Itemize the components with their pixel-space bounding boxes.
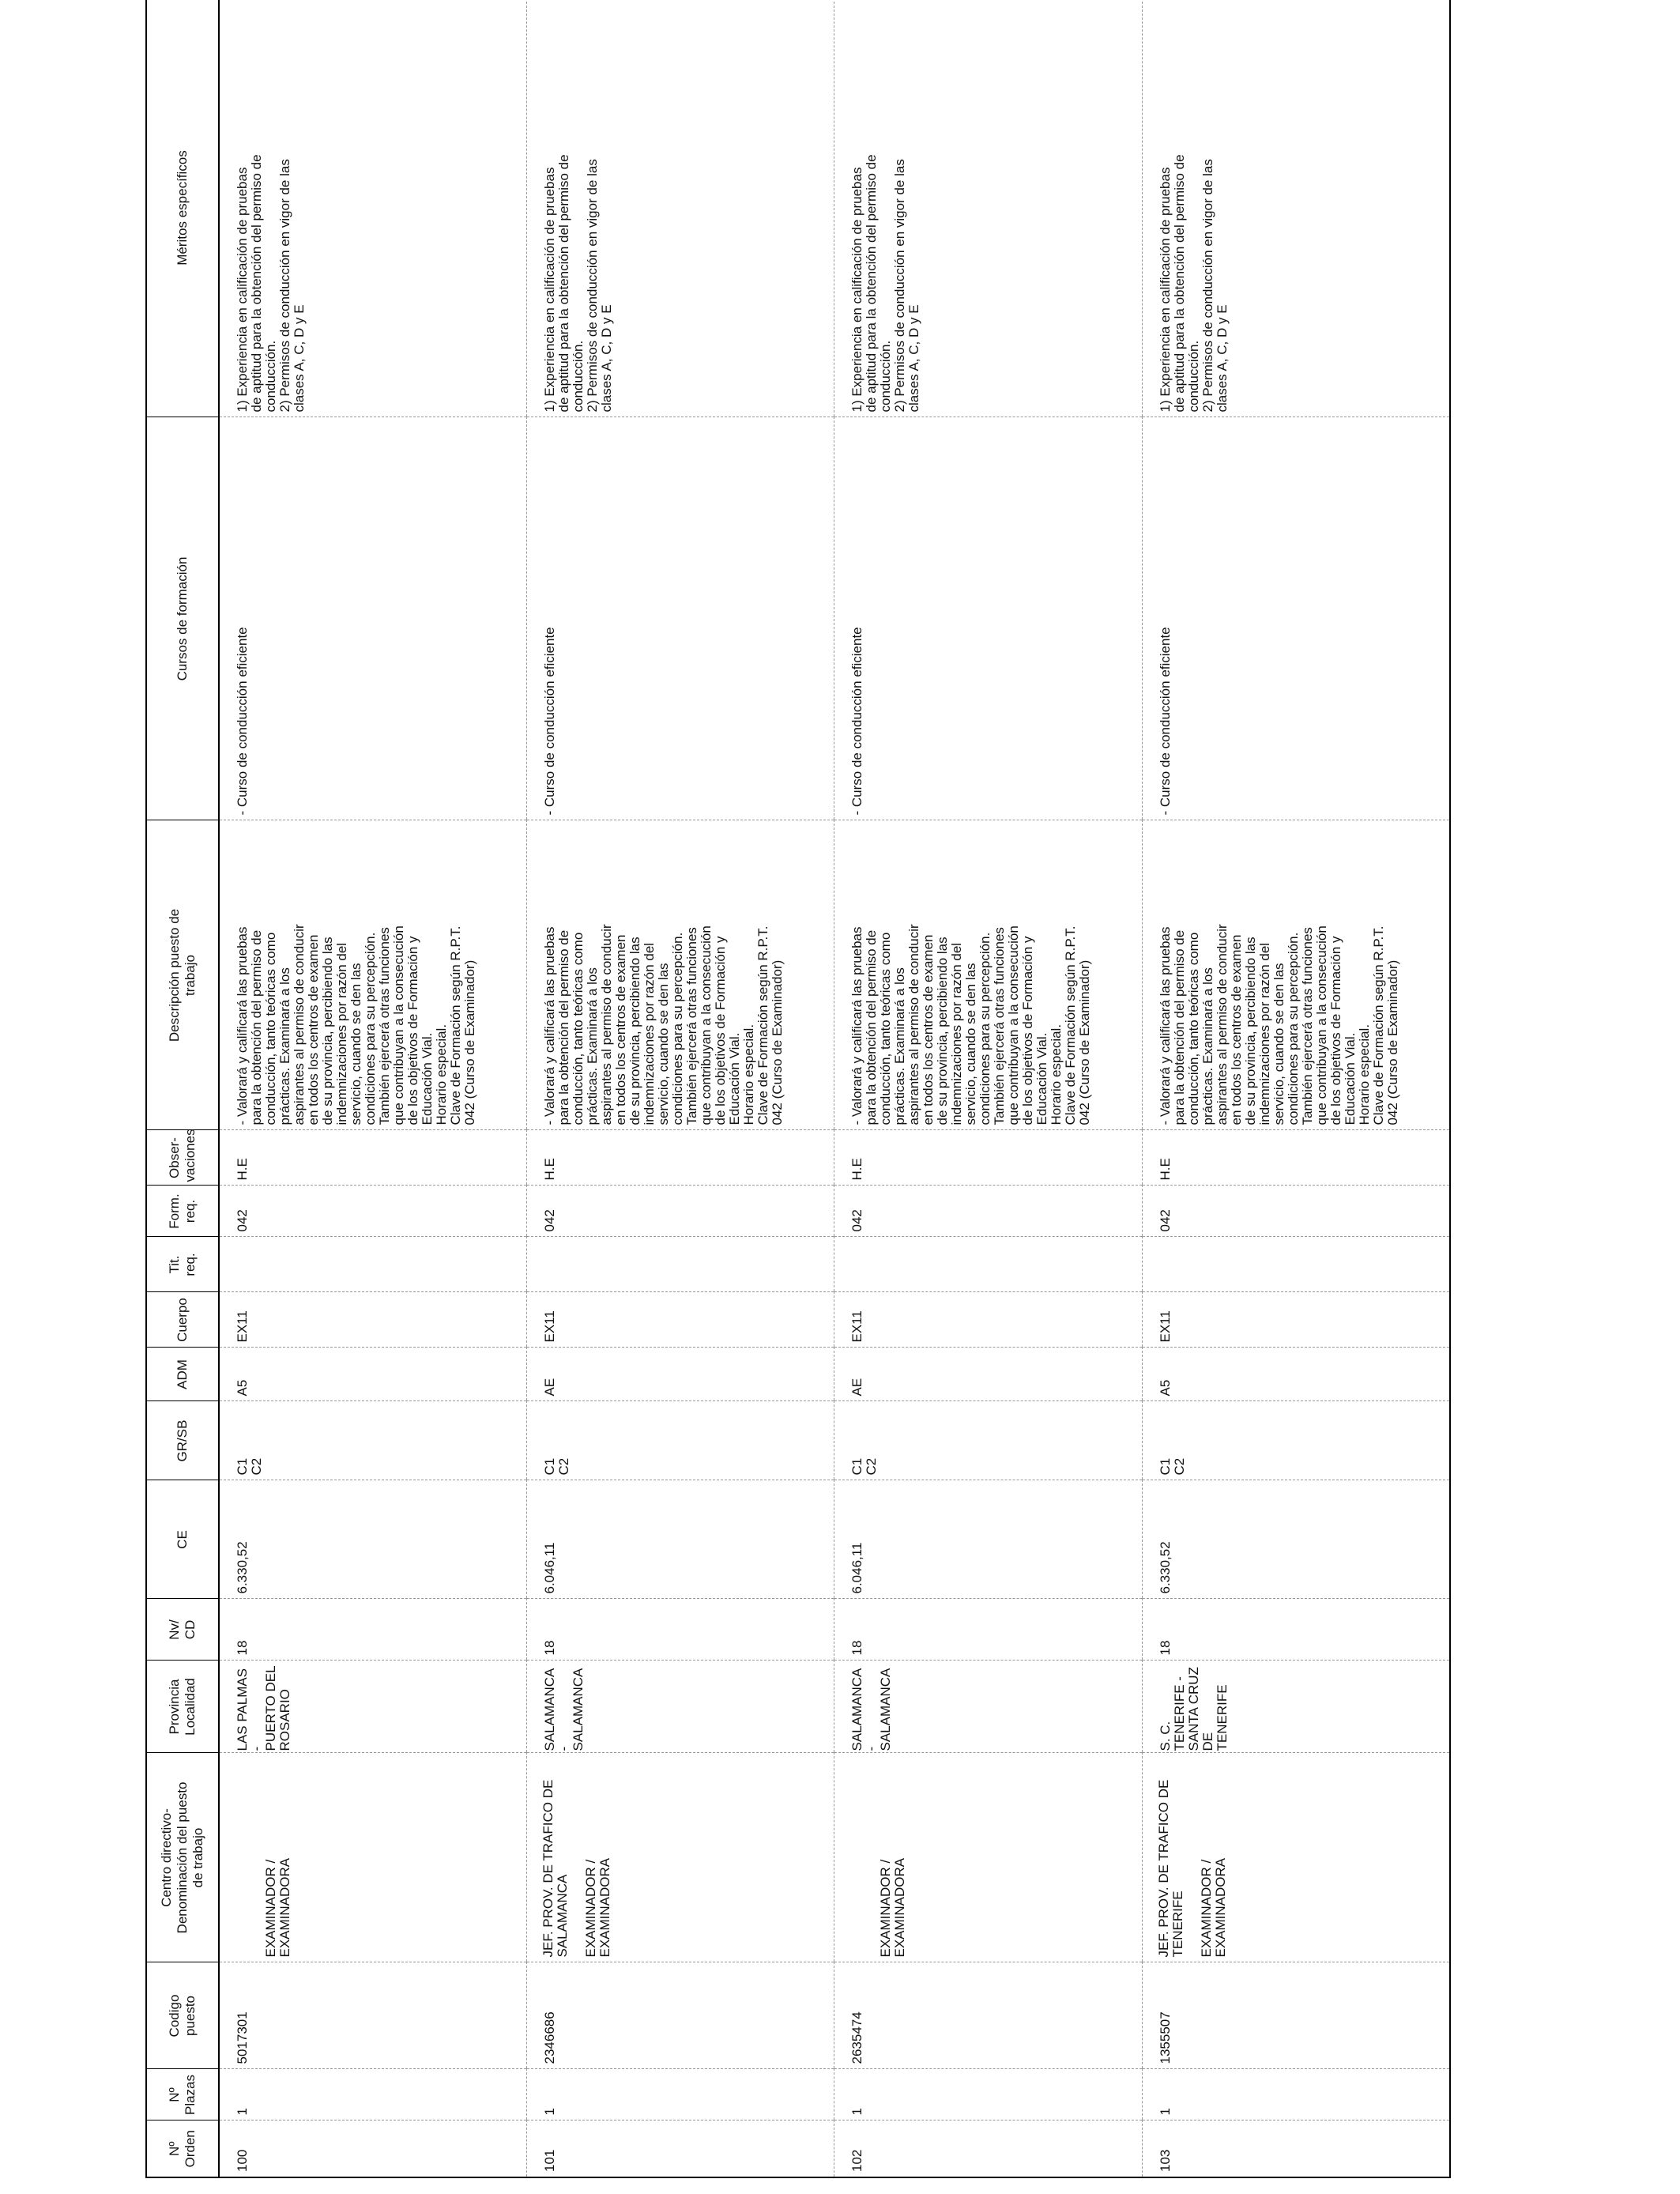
cell-observaciones: H.E (1142, 1130, 1450, 1186)
cell-codigo: 2346686 (527, 1962, 834, 2069)
header-ce: CE (146, 1480, 219, 1599)
cell-cuerpo: EX11 (527, 1292, 834, 1348)
cell-centro (834, 1753, 1142, 1962)
cell-provincia: LAS PALMAS - PUERTO DEL ROSARIO (219, 1661, 527, 1753)
centro-directivo: JEF. PROV. DE TRAFICO DE TENERIFE (1155, 1779, 1185, 1958)
header-nivel: Nv/ CD (146, 1599, 219, 1661)
centro-directivo (234, 1759, 250, 1958)
header-provincia: Provincia Localidad (146, 1661, 219, 1753)
header-row (146, 0, 219, 2177)
header-descripcion: Descripción puesto de trabajo (146, 820, 219, 1130)
cell-cursos: - Curso de conducción eficiente (219, 417, 527, 820)
cell-nivel: 18 (219, 1599, 527, 1661)
cell-orden: 101 (527, 2120, 834, 2177)
header-cuerpo: Cuerpo (146, 1292, 219, 1348)
cell-centro (219, 1753, 527, 1962)
cell-adm: A5 (219, 1348, 527, 1401)
cell-descripcion: - Valorará y calificará las pruebas para la obtención del permiso de conducción, tanto teóricas como prácticas. Examinará a los aspirantes al permiso de conducir en todos los centros de examen de su provincia, percibiendo las indemnizaciones por razón del servicio, cuando se den las condiciones para su percepción. También ejercerá otras funciones que contribuyan a la consecución de los objetivos de Formación y Educación Vial. Horario especial. Clave de Formación según R.P.T. 042 (Curso de Examinador) (1142, 820, 1450, 1130)
cell-codigo: 2635474 (834, 1962, 1142, 2069)
table-row (219, 0, 527, 2177)
cell-cuerpo: EX11 (834, 1292, 1142, 1348)
cell-orden: 103 (1142, 2120, 1450, 2177)
header-adm: ADM (146, 1348, 219, 1401)
cell-plazas: 1 (527, 2069, 834, 2120)
cell-grupo: C1 C2 (1142, 1401, 1450, 1480)
cell-grupo: C1 C2 (834, 1401, 1142, 1480)
cell-meritos: 1) Experiencia en calificación de pruebas de aptitud para la obtención del permiso de conducción. 2) Permisos de conducción en vigor de las clases A, C, D y E (219, 0, 527, 417)
cell-titulacion (527, 1237, 834, 1292)
cell-codigo: 1355507 (1142, 1962, 1450, 2069)
cell-codigo: 5017301 (219, 1962, 527, 2069)
cell-nivel: 18 (527, 1599, 834, 1661)
cell-descripcion: - Valorará y calificará las pruebas para la obtención del permiso de conducción, tanto teóricas como prácticas. Examinará a los aspirantes al permiso de conducir en todos los centros de examen de su provincia, percibiendo las indemnizaciones por razón del servicio, cuando se den las condiciones para su percepción. También ejercerá otras funciones que contribuyan a la consecución de los objetivos de Formación y Educación Vial. Horario especial. Clave de Formación según R.P.T. 042 (Curso de Examinador) (834, 820, 1142, 1130)
cell-formacion: 042 (527, 1186, 834, 1237)
cell-adm: AE (527, 1348, 834, 1401)
cell-ce: 6.046,11 (834, 1480, 1142, 1599)
cell-observaciones: H.E (527, 1130, 834, 1186)
cell-titulacion (834, 1237, 1142, 1292)
cell-formacion: 042 (834, 1186, 1142, 1237)
cell-cursos: - Curso de conducción eficiente (834, 417, 1142, 820)
header-meritos: Méritos específicos (146, 0, 219, 417)
cell-meritos: 1) Experiencia en calificación de pruebas de aptitud para la obtención del permiso de conducción. 2) Permisos de conducción en vigor de las clases A, C, D y E (834, 0, 1142, 417)
cell-provincia: SALAMANCA - SALAMANCA (834, 1661, 1142, 1753)
cell-centro (527, 1753, 834, 1962)
denominacion: EXAMINADOR / EXAMINADORA (263, 1857, 292, 1958)
cell-observaciones: H.E (834, 1130, 1142, 1186)
cell-adm: AE (834, 1348, 1142, 1401)
header-centro: Centro directivo- Denominación del puesto de trabajo (146, 1753, 219, 1962)
cell-cuerpo: EX11 (219, 1292, 527, 1348)
denominacion: EXAMINADOR / EXAMINADORA (878, 1857, 908, 1958)
cell-descripcion: - Valorará y calificará las pruebas para la obtención del permiso de conducción, tanto teóricas como prácticas. Examinará a los aspirantes al permiso de conducir en todos los centros de examen de su provincia, percibiendo las indemnizaciones por razón del servicio, cuando se den las condiciones para su percepción. También ejercerá otras funciones que contribuyan a la consecución de los objetivos de Formación y Educación Vial. Horario especial. Clave de Formación según R.P.T. 042 (Curso de Examinador) (219, 820, 527, 1130)
cell-plazas: 1 (1142, 2069, 1450, 2120)
cell-plazas: 1 (219, 2069, 527, 2120)
header-formacion: Form. req. (146, 1186, 219, 1237)
header-titulacion: Tit. req. (146, 1237, 219, 1292)
table-row (1142, 0, 1450, 2177)
cell-provincia: SALAMANCA - SALAMANCA (527, 1661, 834, 1753)
cell-formacion: 042 (1142, 1186, 1450, 1237)
denominacion: EXAMINADOR / EXAMINADORA (583, 1857, 613, 1958)
cell-ce: 6.330,52 (1142, 1480, 1450, 1599)
header-cursos: Cursos de formación (146, 417, 219, 820)
table-row (834, 0, 1142, 2177)
header-orden: Nº Orden (146, 2120, 219, 2177)
cell-meritos: 1) Experiencia en calificación de pruebas de aptitud para la obtención del permiso de conducción. 2) Permisos de conducción en vigor de las clases A, C, D y E (527, 0, 834, 417)
cell-plazas: 1 (834, 2069, 1142, 2120)
table-row (527, 0, 834, 2177)
cell-formacion: 042 (219, 1186, 527, 1237)
cell-centro (1142, 1753, 1450, 1962)
cell-cuerpo: EX11 (1142, 1292, 1450, 1348)
cell-observaciones: H.E (219, 1130, 527, 1186)
header-plazas: Nº Plazas (146, 2069, 219, 2120)
cell-nivel: 18 (1142, 1599, 1450, 1661)
centro-directivo (849, 1759, 864, 1958)
denominacion: EXAMINADOR / EXAMINADORA (1198, 1857, 1228, 1958)
cell-grupo: C1 C2 (527, 1401, 834, 1480)
header-codigo: Codigo puesto (146, 1962, 219, 2069)
vacancies-table (145, 0, 1451, 2178)
header-grupo: GR/SB (146, 1401, 219, 1480)
cell-orden: 102 (834, 2120, 1142, 2177)
cell-descripcion: - Valorará y calificará las pruebas para la obtención del permiso de conducción, tanto teóricas como prácticas. Examinará a los aspirantes al permiso de conducir en todos los centros de examen de su provincia, percibiendo las indemnizaciones por razón del servicio, cuando se den las condiciones para su percepción. También ejercerá otras funciones que contribuyan a la consecución de los objetivos de Formación y Educación Vial. Horario especial. Clave de Formación según R.P.T. 042 (Curso de Examinador) (527, 820, 834, 1130)
cell-orden: 100 (219, 2120, 527, 2177)
cell-ce: 6.046,11 (527, 1480, 834, 1599)
cell-meritos: 1) Experiencia en calificación de pruebas de aptitud para la obtención del permiso de conducción. 2) Permisos de conducción en vigor de las clases A, C, D y E (1142, 0, 1450, 417)
cell-titulacion (1142, 1237, 1450, 1292)
cell-adm: A5 (1142, 1348, 1450, 1401)
cell-nivel: 18 (834, 1599, 1142, 1661)
centro-directivo: JEF. PROV. DE TRAFICO DE SALAMANCA (541, 1779, 571, 1958)
header-observaciones: Obser- vaciones (146, 1130, 219, 1186)
cell-ce: 6.330,52 (219, 1480, 527, 1599)
cell-grupo: C1 C2 (219, 1401, 527, 1480)
cell-cursos: - Curso de conducción eficiente (527, 417, 834, 820)
cell-provincia: S. C. TENERIFE - SANTA CRUZ DE TENERIFE (1142, 1661, 1450, 1753)
cell-cursos: - Curso de conducción eficiente (1142, 417, 1450, 820)
cell-titulacion (219, 1237, 527, 1292)
